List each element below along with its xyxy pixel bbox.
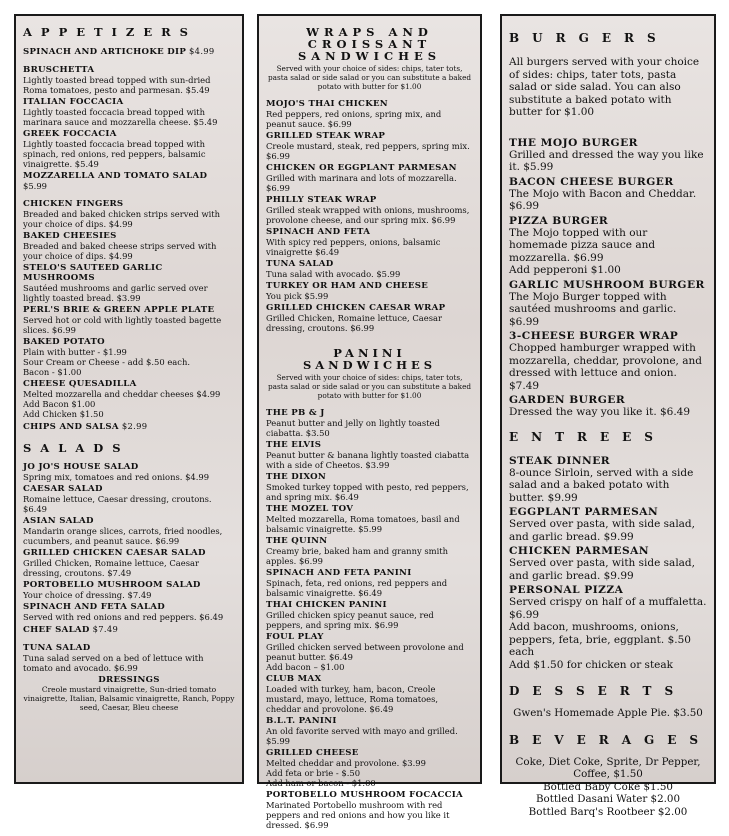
menu-item — [23, 231, 235, 261]
menu-item — [23, 46, 235, 57]
menu-item — [266, 131, 473, 161]
menu-item-description: Melted mozzarella and cheddar cheeses $4.99 Add Bacon $1.00 Add Chicken $1.50 — [23, 389, 221, 419]
menu-item-price: $4.99 — [186, 46, 215, 56]
menu-item-name: BAKED POTATO — [23, 337, 105, 347]
menu-item-name: STEAK DINNER — [509, 454, 611, 467]
menu-item-description: Red peppers, red onions, spring mix, and peanut sauce. $6.99 — [266, 109, 442, 129]
menu-item-description: Served crispy on half of a muffaletta. $6.99 Add bacon, mushrooms, onions, peppers, feta, brie, eggplant. $.50 each Add $1.50 for chicken or steak — [509, 596, 707, 671]
menu-item — [23, 548, 235, 578]
menu-item — [266, 748, 473, 788]
wraps-list — [266, 99, 473, 333]
beverage-line: Bottled Dasani Water $2.00 — [535, 793, 681, 805]
menu-item — [266, 790, 473, 830]
menu-item — [23, 337, 235, 377]
menu-item-description: With spicy red peppers, onions, balsamic vinaigrette $6.49 — [266, 237, 441, 257]
desserts-text: Gwen's Homemade Apple Pie. $3.50 — [513, 707, 703, 719]
menu-item-name: THE MOJO BURGER — [509, 136, 638, 149]
menu-item — [23, 379, 235, 419]
menu-item-name: CHIPS AND SALSA $2.99 — [23, 421, 148, 432]
menu-item-name: GRILLED CHICKEN CAESAR WRAP — [266, 303, 446, 313]
menu-item-description: Lightly toasted foccacia bread topped with marinara sauce and mozzarella cheese. $5.49 — [23, 107, 218, 127]
menu-item-description: Grilled with marinara and lots of mozzarella. $6.99 — [266, 173, 457, 193]
menu-item-description: Grilled Chicken, Romaine lettuce, Caesar dressing, croutons. $6.99 — [266, 313, 442, 333]
menu-item-description: Served with red onions and red peppers. $6.49 — [23, 612, 224, 622]
menu-item-name: JO JO'S HOUSE SALAD — [23, 462, 139, 472]
burgers-heading: BURGERS — [509, 31, 669, 45]
menu-item-name: THE PB & J — [266, 408, 325, 418]
menu-item-description: Peanut butter and jelly on lightly toasted ciabatta. $3.50 — [266, 418, 440, 438]
menu-item-name: CHICKEN OR EGGPLANT PARMESAN — [266, 163, 457, 173]
menu-item-name: PERL'S BRIE & GREEN APPLE PLATE — [23, 305, 215, 315]
menu-item-name: GREEK FOCCACIA — [23, 129, 117, 139]
menu-item-description: $5.99 — [23, 181, 47, 191]
menu-item-name: B.L.T. PANINI — [266, 716, 337, 726]
menu-item — [266, 504, 473, 534]
menu-item-description: Creamy brie, baked ham and granny smith apples. $6.99 — [266, 546, 449, 566]
menu-item-name: BRUSCHETTA — [23, 65, 95, 75]
menu-item-description: The Mojo with Bacon and Cheddar. $6.99 — [509, 187, 697, 212]
menu-item-description: Grilled Chicken, Romaine lettuce, Caesar dressing, croutons. $7.49 — [23, 558, 199, 578]
menu-item-description: Spring mix, tomatoes and red onions. $4.99 — [23, 472, 210, 482]
wraps-heading: WRAPS AND CROISSANT SANDWICHES — [297, 25, 442, 63]
menu-item-name: PORTOBELLO MUSHROOM FOCACCIA — [266, 790, 464, 800]
menu-item-name: TUNA SALAD — [23, 643, 91, 653]
menu-item-description: Peanut butter & banana lightly toasted ciabatta with a side of Cheetos. $3.99 — [266, 450, 470, 470]
menu-item — [509, 506, 707, 543]
menu-item — [266, 716, 473, 746]
menu-item — [23, 462, 235, 482]
menu-item-description: 8-ounce Sirloin, served with a side salad and a baked potato with butter. $9.99 — [509, 466, 694, 504]
menu-item-description: Served over pasta, with side salad, and garlic bread. $9.99 — [509, 557, 695, 582]
menu-item-description: The Mojo topped with our homemade pizza sauce and mozzarella. $6.99 Add pepperoni $1.00 — [509, 226, 656, 276]
menu-item-description: Lightly toasted foccacia bread topped with spinach, red onions, red peppers, balsamic vinaigrette. $5.49 — [23, 139, 206, 169]
menu-item-name: GRILLED CHICKEN CAESAR SALAD — [23, 548, 206, 558]
menu-item-name: PHILLY STEAK WRAP — [266, 195, 377, 205]
menu-item-name: CHEESE QUESADILLA — [23, 379, 137, 389]
menu-item-description: Creole mustard, steak, red peppers, spring mix. $6.99 — [266, 141, 470, 161]
menu-item-name: PIZZA BURGER — [509, 214, 609, 227]
middle-menu-panel — [257, 14, 482, 830]
burgers-note: All burgers served with your choice of sides: chips, tater tots, pasta salad or side salad. You can also substitute a baked potato with butter for $1.00 — [509, 56, 700, 118]
menu-item — [266, 99, 473, 129]
appetizers-heading: APPETIZERS — [23, 25, 197, 39]
menu-item-name: THAI CHICKEN PANINI — [266, 600, 387, 610]
menu-item-name: MOZZARELLA AND TOMATO SALAD — [23, 171, 208, 181]
panini-list — [266, 408, 473, 830]
menu-item-description: Breaded and baked chicken strips served with your choice of dips. $4.99 — [23, 209, 221, 229]
menu-item — [266, 163, 473, 193]
menu-item-description: An old favorite served with mayo and grilled. $5.99 — [266, 726, 458, 746]
menu-item-name: MOJO'S THAI CHICKEN — [266, 99, 388, 109]
panini-note: Served with your choice of sides: chips, tater tots, pasta salad or side salad or you can substitute a baked potato with butter for $1.00 — [267, 373, 472, 400]
menu-item-description: Served hot or cold with lightly toasted bagette slices. $6.99 — [23, 315, 222, 335]
menu-item-name: FOUL PLAY — [266, 632, 324, 642]
menu-item-description: Tuna salad served on a bed of lettuce with tomato and avocado. $6.99 — [23, 653, 204, 673]
menu-item-name: TURKEY OR HAM AND CHEESE — [266, 281, 429, 291]
appetizers-list — [23, 46, 235, 432]
right-menu-panel — [500, 14, 716, 818]
menu-item-description: The Mojo Burger topped with sautéed mushrooms and garlic. $6.99 — [509, 290, 677, 328]
menu-item — [23, 602, 235, 622]
menu-item — [266, 472, 473, 502]
menu-item — [509, 455, 707, 505]
menu-item — [266, 568, 473, 598]
left-menu-panel — [14, 14, 244, 784]
menu-item-description: Romaine lettuce, Caesar dressing, croutons. $6.49 — [23, 494, 212, 514]
menu-item — [23, 580, 235, 600]
menu-item-description: Grilled and dressed the way you like it. $5.99 — [509, 148, 704, 173]
menu-item-description: Mandarin orange slices, carrots, fried noodles, cucumbers, and peanut sauce. $6.99 — [23, 526, 223, 546]
menu-item-description: Your choice of dressing. $7.49 — [23, 590, 152, 600]
menu-item-description: Melted cheddar and provolone. $3.99 Add feta or brie - $.50 Add ham or bacon - $1.00 — [266, 758, 426, 788]
menu-item-name: THE ELVIS — [266, 440, 322, 450]
menu-item-name: CHICKEN PARMESAN — [509, 545, 650, 557]
menu-item — [266, 632, 473, 672]
menu-item — [23, 199, 235, 229]
menu-item-description: Chopped hamburger wrapped with mozzarella, cheddar, provolone, and dressed with lettuce and onion. $7.49 — [509, 342, 702, 392]
menu-item — [23, 624, 235, 635]
menu-item — [266, 674, 473, 714]
menu-item — [266, 303, 473, 333]
menu-item — [509, 330, 707, 392]
burgers-list — [509, 137, 707, 419]
menu-item — [23, 516, 235, 546]
beverages-list — [509, 756, 707, 819]
entrees-list — [509, 455, 707, 672]
dressings-heading: DRESSINGS — [98, 675, 160, 685]
menu-item — [266, 600, 473, 630]
menu-item-name: SPINACH AND FETA — [266, 227, 371, 237]
menu-item — [266, 536, 473, 566]
menu-item — [509, 584, 707, 671]
menu-item — [23, 305, 235, 335]
menu-item-name: TUNA SALAD — [266, 259, 334, 269]
menu-item-description: Melted mozzarella, Roma tomatoes, basil and balsamic vinaigrette. $5.99 — [266, 514, 460, 534]
menu-item — [23, 65, 235, 95]
menu-item-name: STELO'S SAUTEED GARLIC MUSHROOMS — [23, 263, 163, 283]
menu-item — [266, 281, 473, 301]
menu-item-name: CHEF SALAD $7.49 — [23, 624, 119, 635]
menu-item-name: BACON CHEESE BURGER — [509, 175, 674, 188]
menu-item-name: EGGPLANT PARMESAN — [509, 506, 659, 518]
menu-item — [23, 421, 235, 432]
entrees-heading: ENTREES — [509, 429, 666, 444]
menu-item-name: SPINACH AND FETA PANINI — [266, 568, 412, 578]
menu-item — [509, 215, 707, 277]
menu-item-name: ASIAN SALAD — [23, 516, 94, 526]
menu-item-description: Grilled steak wrapped with onions, mushrooms, provolone cheese, and our spring mix. $6.99 — [266, 205, 470, 225]
menu-item-description: Lightly toasted bread topped with sun-dried Roma tomatoes, pesto and parmesan. $5.49 — [23, 75, 211, 95]
menu-item-name: THE QUINN — [266, 536, 328, 546]
menu-item-description: Served over pasta, with side salad, and garlic bread. $9.99 — [509, 518, 695, 543]
menu-item — [266, 195, 473, 225]
menu-item-description: Grilled chicken served between provolone and peanut butter. $6.49 Add bacon – $1.00 — [266, 642, 464, 672]
menu-item — [23, 643, 235, 673]
desserts-heading: DESSERTS — [509, 684, 687, 698]
menu-item-name: GRILLED CHEESE — [266, 748, 359, 758]
menu-item-name: CHICKEN FINGERS — [23, 199, 124, 209]
menu-item-name: BAKED CHEESIES — [23, 231, 117, 241]
panini-heading: PANINI SANDWICHES — [302, 346, 437, 372]
menu-item — [509, 545, 707, 582]
menu-item — [509, 394, 707, 419]
menu-item — [266, 259, 473, 279]
menu-item — [266, 227, 473, 257]
menu-item-name: GRILLED STEAK WRAP — [266, 131, 386, 141]
menu-item — [266, 408, 473, 438]
beverage-line: Bottled Barq's Rootbeer $2.00 — [528, 805, 688, 818]
menu-item-name: PERSONAL PIZZA — [509, 584, 624, 596]
dressings-text: Creole mustard vinaigrette, Sun-dried tomato vinaigrette, Italian, Balsamic vinaigrette, Ranch, Poppy seed, Caesar, Bleu cheese — [23, 685, 235, 712]
menu-item-description: Sautéed mushrooms and garlic served over lightly toasted bread. $3.99 — [23, 283, 208, 303]
menu-item-name: ITALIAN FOCCACIA — [23, 97, 124, 107]
menu-item — [23, 97, 235, 127]
menu-item-description: Spinach, feta, red onions, red peppers and balsamic vinaigrette. $6.49 — [266, 578, 448, 598]
menu-item-description: Dressed the way you like it. $6.49 — [509, 406, 691, 418]
menu-item-name: THE DIXON — [266, 472, 327, 482]
menu-item — [266, 440, 473, 470]
menu-item-name: SPINACH AND ARTICHOKE DIP $4.99 — [23, 46, 215, 57]
beverage-line: Bottled Baby Coke $1.50 — [543, 780, 673, 793]
menu-item-price: $7.49 — [89, 624, 119, 634]
menu-item-name: CAESAR SALAD — [23, 484, 103, 494]
salads-heading: SALADS — [23, 441, 130, 455]
wraps-note: Served with your choice of sides: chips, tater tots, pasta salad or side salad or you can substitute a baked potato with butter for $1.00 — [267, 64, 472, 91]
beverage-line: Coke, Diet Coke, Sprite, Dr Pepper, Coffee, $1.50 — [515, 755, 701, 780]
menu-item-description: You pick $5.99 — [266, 291, 329, 301]
menu-item-name: GARDEN BURGER — [509, 394, 626, 406]
beverages-heading: BEVERAGES — [509, 732, 712, 747]
menu-item-name: 3-CHEESE BURGER WRAP — [509, 330, 679, 342]
menu-item — [23, 484, 235, 514]
menu-item-description: Plain with butter - $1.99 Sour Cream or Cheese - add $.50 each. Bacon - $1.00 — [23, 347, 191, 377]
menu-item-description: Smoked turkey topped with pesto, red peppers, and spring mix. $6.49 — [266, 482, 469, 502]
menu-item — [23, 263, 235, 303]
menu-item-name: SPINACH AND FETA SALAD — [23, 602, 166, 612]
menu-item-name: THE MOZEL TOV — [266, 504, 354, 514]
menu-item-price: $2.99 — [118, 421, 148, 431]
menu-item — [509, 279, 707, 329]
menu-item-name: GARLIC MUSHROOM BURGER — [509, 278, 705, 291]
menu-item-description: Grilled chicken spicy peanut sauce, red peppers, and spring mix. $6.99 — [266, 610, 434, 630]
menu-item-description: Tuna salad with avocado. $5.99 — [266, 269, 401, 279]
salads-list — [23, 462, 235, 673]
dressings-block — [23, 675, 235, 712]
menu-item-name: PORTOBELLO MUSHROOM SALAD — [23, 580, 201, 590]
menu-item-description: Marinated Portobello mushroom with red peppers and red onions and how you like it dressed. $6.99 — [266, 800, 450, 830]
menu-item-description: Loaded with turkey, ham, bacon, Creole mustard, mayo, lettuce, Roma tomatoes, cheddar and provolone. $6.49 — [266, 684, 439, 714]
menu-item — [509, 137, 707, 174]
menu-item-name: CLUB MAX — [266, 674, 322, 684]
menu-item — [509, 176, 707, 213]
menu-item — [23, 171, 235, 191]
menu-item — [23, 129, 235, 169]
menu-item-description: Breaded and baked cheese strips served with your choice of dips. $4.99 — [23, 241, 217, 261]
